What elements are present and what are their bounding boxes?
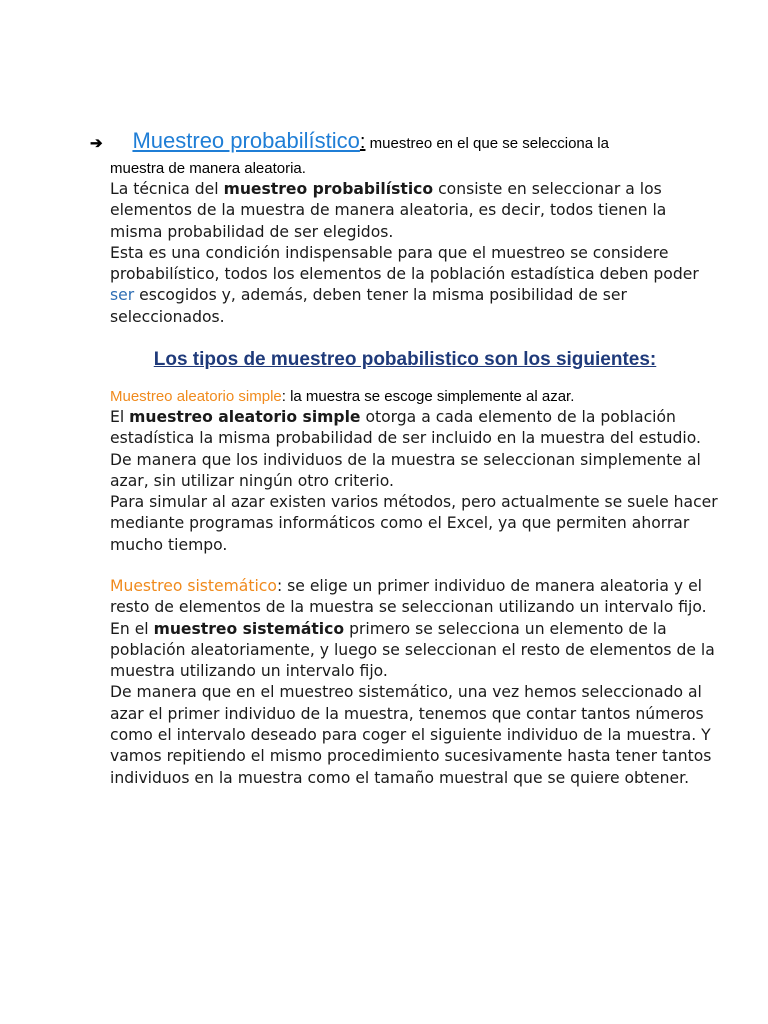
bold-term: muestreo probabilístico	[223, 180, 434, 198]
paragraph	[110, 243, 720, 328]
text-run: primero se selecciona un elemento de la población aleatoriamente, y luego se seleccionan el resto de elementos de la muestra utilizando un intervalo fijo.	[110, 619, 715, 681]
term-muestreo-sistematico: Muestreo sistemático	[110, 577, 277, 595]
paragraph	[110, 619, 720, 683]
paragraph: De manera que en el muestreo sistemático, una vez hemos seleccionado al azar el primer individuo de la muestra, tenemos que contar tantos números como el intervalo deseado para coger el siguiente individuo de la muestra. Y vamos repitiendo el mismo procedimiento sucesivamente hasta tener tantos individuos en la muestra como el tamaño muestral que se quiere obtener.	[110, 683, 712, 787]
simple-definition-line	[110, 388, 730, 405]
text-run: consiste en seleccionar a los elementos de la muestra de manera aleatoria, es decir, todos tienen la misma probabilidad de ser elegidos.	[110, 180, 667, 241]
bold-term: muestreo aleatorio simple	[129, 408, 361, 426]
bold-term: muestreo sistemático	[153, 619, 345, 638]
paragraph	[110, 576, 720, 619]
highlighted-word: ser	[110, 286, 135, 305]
term-colon: :	[359, 131, 366, 153]
text-run: : se elige un primer individuo de manera aleatoria y el resto de elementos de la muestra se seleccionan utilizando un intervalo fijo.	[110, 577, 707, 617]
text-run: escogidos y, además, deben tener la misma posibilidad de ser seleccionados.	[110, 286, 627, 326]
text-run: Esta es una condición indispensable para que el muestreo se considere probabilístico, todos los elementos de la población estadística deben poder	[110, 243, 699, 284]
paragraph	[110, 179, 720, 243]
term-muestreo-probabilistico: Muestreo probabilístico	[132, 128, 360, 153]
bullet-line	[90, 128, 690, 154]
section-probabilistico-body	[110, 179, 720, 328]
term-muestreo-aleatorio-simple: Muestreo aleatorio simple	[110, 388, 282, 405]
text-run: otorga a cada elemento de la población estadística la misma probabilidad de ser incluido en la muestra del estudio. De manera que los individuos de la muestra se seleccionan simplemente al azar, sin utilizar ningún otro criterio.	[110, 408, 701, 490]
text-run: El	[110, 408, 130, 426]
section-simple-body	[110, 407, 720, 556]
definition-text: : la muestra se escoge simplemente al azar.	[281, 388, 575, 405]
text-run: En el	[110, 619, 154, 638]
paragraph	[110, 407, 720, 492]
section-sistematico-body	[110, 576, 720, 789]
definition-text-b: muestra de manera aleatoria.	[110, 160, 306, 177]
text-run: La técnica del	[110, 180, 224, 198]
arrow-right-icon: ➔	[90, 135, 103, 152]
definition-text-a: muestreo en el que se selecciona la	[365, 135, 609, 152]
section-heading: Los tipos de muestreo pobabilistico son los siguientes:	[153, 349, 657, 370]
paragraph: Para simular al azar existen varios métodos, pero actualmente se suele hacer mediante programas informáticos como el Excel, ya que permiten ahorrar mucho tiempo.	[110, 493, 718, 554]
